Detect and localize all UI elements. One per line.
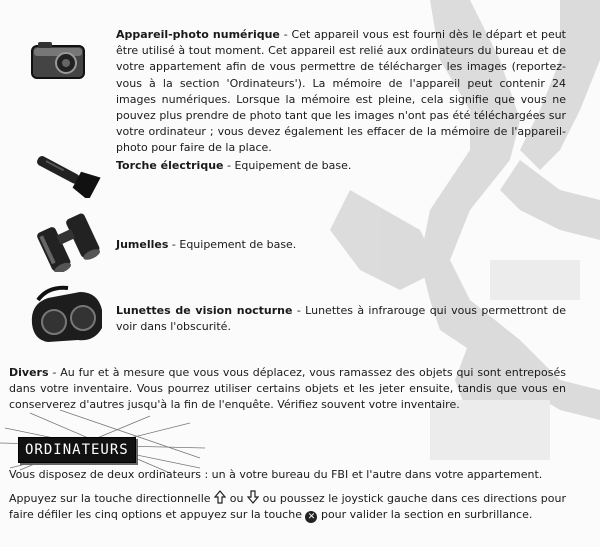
section-title-ordinateurs: ORDINATEURS [18, 437, 136, 463]
divers-paragraph [9, 365, 566, 414]
camera-description [116, 27, 566, 157]
computers-intro-text: Vous disposez de deux ordinateurs : un à votre bureau du FBI et l'autre dans votre appartement. [9, 468, 543, 481]
flashlight-icon [32, 152, 104, 198]
nightvision-title: Lunettes de vision nocturne [116, 304, 293, 317]
binoculars-title: Jumelles [116, 238, 169, 251]
computers-intro [9, 467, 566, 483]
instructions-part2: ou poussez le joystick gauche dans ces directions pour faire défiler les cinq options et appuyez sur la touche [9, 492, 566, 522]
nightvision-description [116, 303, 566, 335]
nightvision-text: - Lunettes à infrarouge qui vous permettront de voir dans l'obscurité. [116, 304, 566, 334]
digital-camera-icon [30, 40, 86, 80]
camera-title: Appareil-photo numérique [116, 28, 280, 41]
instructions-part1: Appuyez sur la touche directionnelle [9, 492, 215, 505]
instructions-or: ou [226, 492, 248, 505]
computers-instructions [9, 490, 566, 523]
torch-text: - Equipement de base. [223, 159, 352, 172]
night-vision-goggles-icon [28, 284, 106, 348]
down-arrow-key-icon [247, 490, 259, 504]
binoculars-text: - Equipement de base. [168, 238, 297, 251]
cross-button-icon: ✕ [305, 511, 317, 523]
camera-text: - Cet appareil vous est fourni dès le départ et peut être utilisé à tout moment. Cet appareil est relié aux ordinateurs du bureau et de votre appartement afin de vous permettre de télécharger les images (reportez-vous à la section 'Ordinateurs'). La mémoire de l'appareil peut contenir 24 images numériques. Lorsque la mémoire est pleine, cela signifie que vous ne pouvez plus prendre de photo tant que les images n'ont pas été téléchargées sur votre ordinateur ; vous devez également les effacer de la mémoire de l'appareil-photo pour faire de la place. [116, 28, 566, 155]
divers-title: Divers [9, 366, 49, 379]
instructions-part3: pour valider la section en surbrillance. [317, 508, 533, 522]
torch-title: Torche électrique [116, 159, 224, 172]
divers-text: - Au fur et à mesure que vous vous déplacez, vous ramassez des objets qui sont entreposés dans votre inventaire. Vous pourrez utiliser certains objets et les jeter ensuite, tandis que vous en conserverez d'autres jusqu'à la fin de l'enquête. Vérifiez souvent votre inventaire. [9, 366, 566, 412]
binoculars-description [116, 237, 566, 253]
torch-description [116, 158, 566, 174]
binoculars-icon [36, 210, 106, 272]
up-arrow-key-icon [214, 490, 226, 504]
